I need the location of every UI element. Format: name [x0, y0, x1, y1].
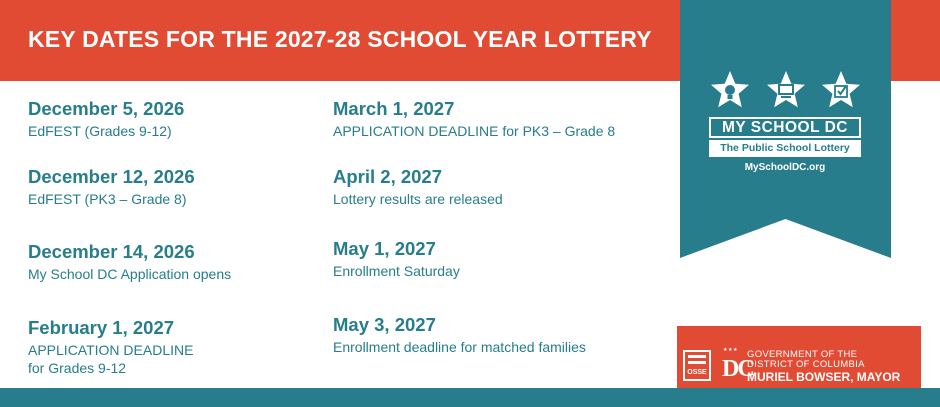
- event-item: [28, 241, 231, 283]
- event-description: Lottery results are released: [333, 191, 503, 207]
- gov-line-2: DISTRICT OF COLUMBIA: [747, 359, 865, 370]
- osse-label: OSSE: [687, 369, 707, 376]
- mayor-name: MURIEL BOWSER, MAYOR: [747, 370, 901, 384]
- osse-logo: [683, 350, 711, 381]
- event-description: Enrollment deadline for matched families: [333, 339, 586, 355]
- event-description: Enrollment Saturday: [333, 263, 460, 279]
- page-title: KEY DATES FOR THE 2027-28 SCHOOL YEAR LOTTERY: [28, 26, 652, 52]
- event-description: APPLICATION DEADLINE for Grades 9-12: [28, 342, 194, 376]
- event-item: [333, 314, 586, 356]
- event-description: EdFEST (PK3 – Grade 8): [28, 191, 187, 207]
- dc-stars-icon: ★★★: [723, 347, 738, 353]
- event-description: EdFEST (Grades 9-12): [28, 123, 172, 139]
- event-description: My School DC Application opens: [28, 266, 232, 282]
- event-item: [333, 98, 615, 140]
- event-item: [28, 98, 184, 140]
- badge-title: MY SCHOOL DC: [709, 117, 861, 138]
- event-item: [333, 238, 460, 280]
- event-item: [28, 166, 195, 208]
- event-date: April 2, 2027: [333, 166, 443, 187]
- event-description: APPLICATION DEADLINE for PK3 – Grade 8: [333, 123, 616, 139]
- event-date: March 1, 2027: [333, 98, 455, 119]
- event-date: December 12, 2026: [28, 166, 195, 187]
- event-date: May 1, 2027: [333, 238, 436, 259]
- event-date: May 3, 2027: [333, 314, 436, 335]
- dc-letters: DC: [722, 356, 753, 382]
- event-item: [28, 317, 193, 377]
- event-date: February 1, 2027: [28, 317, 175, 338]
- event-date: December 14, 2026: [28, 241, 195, 262]
- gov-line-1: GOVERNMENT OF THE: [747, 349, 858, 360]
- event-item: [333, 166, 503, 208]
- badge-url: MySchoolDC.org: [744, 162, 826, 173]
- dc-logo: [722, 347, 753, 385]
- event-date: December 5, 2026: [28, 98, 185, 119]
- footer-band: [0, 388, 940, 407]
- badge-tagline: The Public School Lottery: [709, 140, 861, 157]
